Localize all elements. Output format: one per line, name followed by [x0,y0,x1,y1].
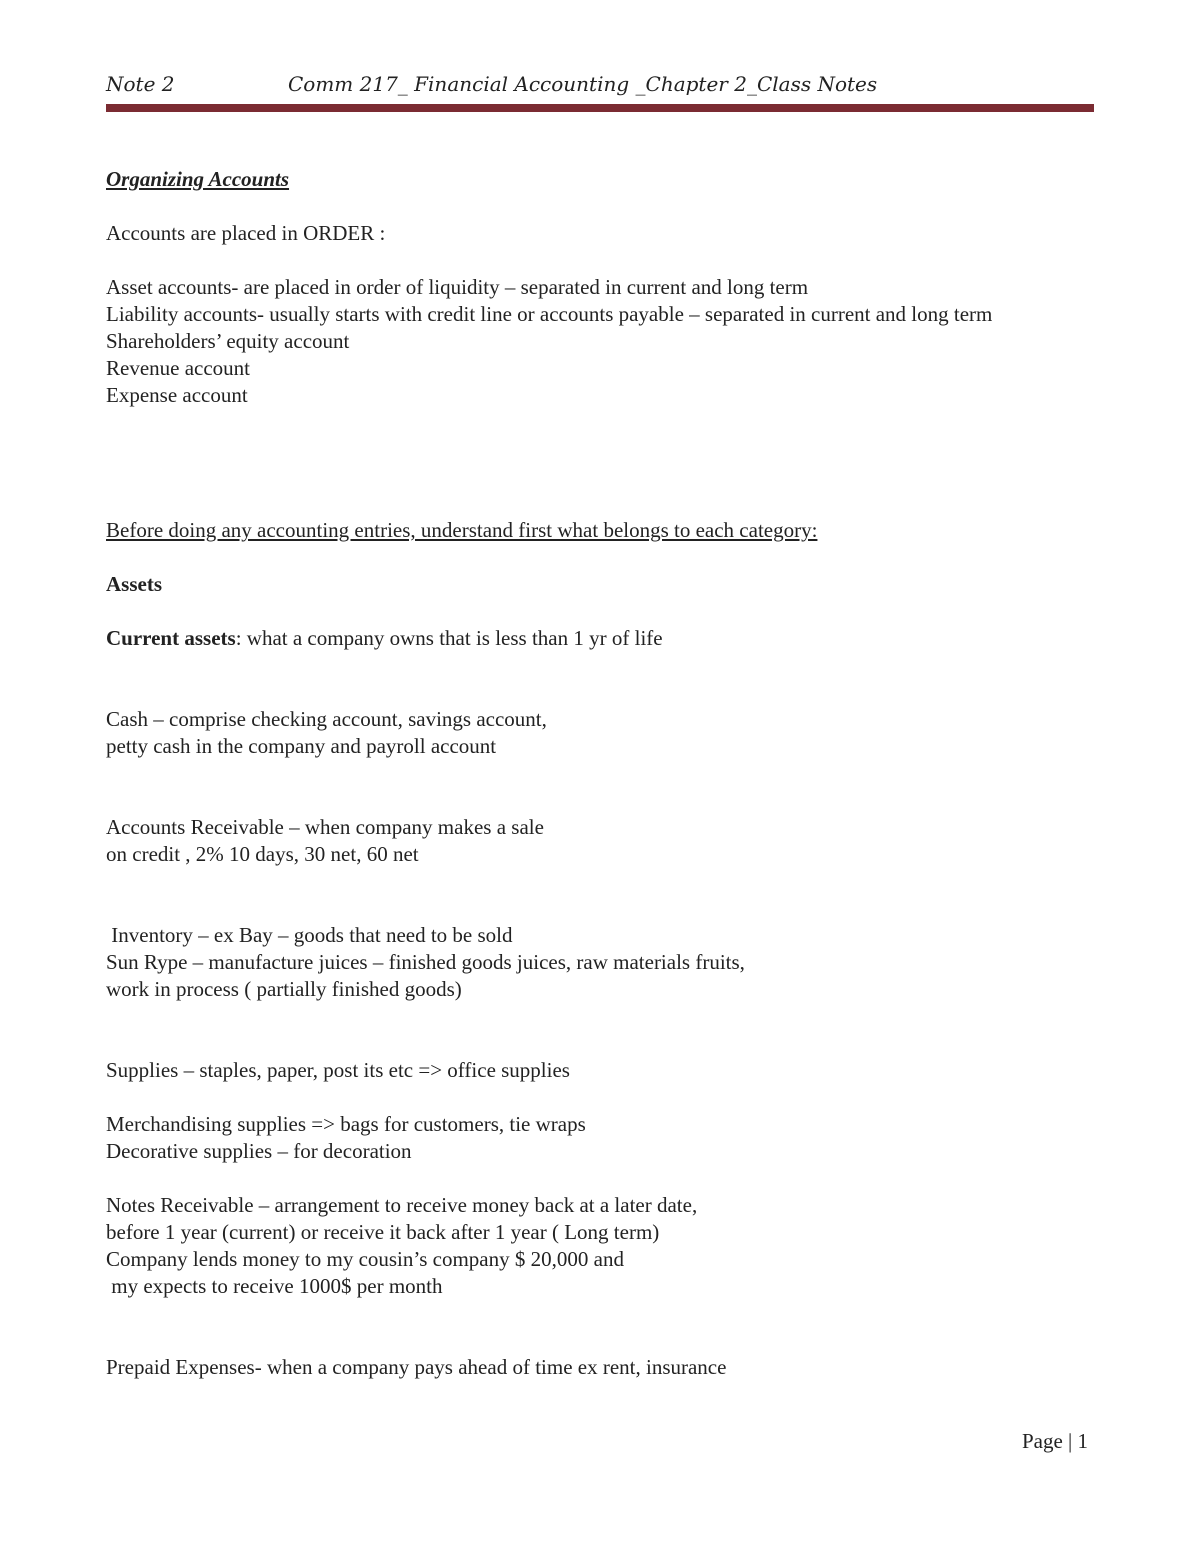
page-number: Page | 1 [1021,1429,1088,1453]
order-list-item: Revenue account [106,356,251,380]
supplies-detail-line: Merchandising supplies => bags for customers, tie wraps [106,1112,586,1136]
order-list-item: Asset accounts- are placed in order of liquidity – separated in current and long term [106,275,809,299]
inventory-line: Inventory – ex Bay – goods that need to be sold [106,923,513,947]
supplies-detail-line: Decorative supplies – for decoration [106,1139,412,1163]
order-list-item: Liability accounts- usually starts with credit line or accounts payable – separated in current and long term [106,302,993,326]
supplies-line: Supplies – staples, paper, post its etc => office supplies [106,1058,570,1082]
current-assets-text: : what a company owns that is less than 1 yr of life [235,626,663,650]
receivable-line: on credit , 2% 10 days, 30 net, 60 net [106,842,419,866]
inventory-line: Sun Rype – manufacture juices – finished goods juices, raw materials fruits, [106,950,745,974]
document-header [106,72,1094,102]
current-assets-label: Current assets [106,626,236,650]
prepaid-expenses-line: Prepaid Expenses- when a company pays ahead of time ex rent, insurance [106,1355,727,1379]
order-list-item: Expense account [106,383,248,407]
header-rule [106,104,1094,112]
inventory-line: work in process ( partially finished goods) [106,977,462,1001]
notes-receivable-line: my expects to receive 1000$ per month [106,1274,443,1298]
notes-receivable-line: before 1 year (current) or receive it back after 1 year ( Long term) [106,1220,660,1244]
notes-receivable-line: Company lends money to my cousin’s company $ 20,000 and [106,1247,624,1271]
document-body [106,166,1066,1381]
notes-receivable-line: Notes Receivable – arrangement to receive money back at a later date, [106,1193,698,1217]
section-title: Organizing Accounts [106,167,290,191]
intro-text: Accounts are placed in ORDER : [106,221,386,245]
header-note-label: Note 2 [106,72,175,96]
category-subheading: Before doing any accounting entries, understand first what belongs to each category: [106,518,818,542]
current-assets-definition [106,625,1066,652]
order-list-item: Shareholders’ equity account [106,329,350,353]
header-course-title: Comm 217_ Financial Accounting _Chapter 2_Class Notes [288,72,878,96]
assets-heading: Assets [106,572,162,596]
receivable-line: Accounts Receivable – when company makes a sale [106,815,544,839]
cash-line: Cash – comprise checking account, savings account, [106,707,547,731]
cash-line: petty cash in the company and payroll account [106,734,497,758]
